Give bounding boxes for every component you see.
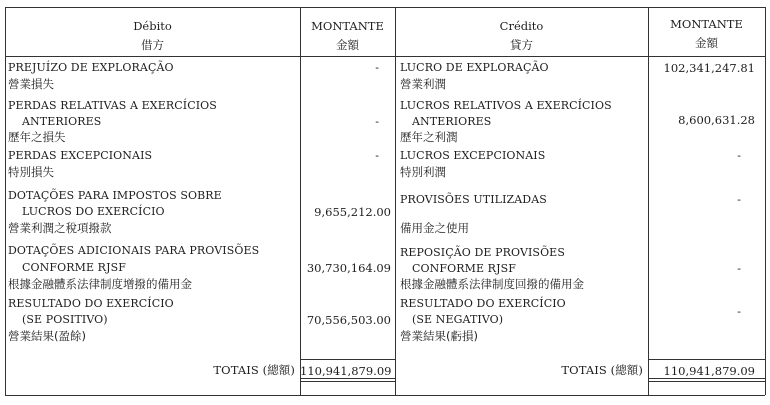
- col-border-right: [765, 7, 766, 395]
- table-top-border: [5, 7, 765, 8]
- credit-row-4-zh: 根據金融體系法律制度回撥的備用金: [400, 277, 584, 291]
- credit-row-0-zh: 營業利潤: [400, 77, 446, 91]
- debit-totals-label: TOTAIS (總額): [213, 363, 295, 377]
- col-border-left: [5, 7, 6, 395]
- table-bottom-border: [5, 395, 765, 396]
- credit-row-4-label: REPOSIÇÃO DE PROVISÕES: [400, 246, 565, 259]
- credit-row-4-label-2: CONFORME RJSF: [412, 262, 516, 275]
- credit-row-5-zh: 營業結果(虧損): [400, 329, 478, 343]
- credit-total-double-rule-2: [648, 381, 765, 382]
- debit-row-0-label: PREJUÍZO DE EXPLORAÇÃO: [8, 61, 174, 74]
- header-credit-zh: 貸方: [510, 38, 533, 52]
- debit-row-4-zh: 根據金融體系法律制度增撥的備用金: [8, 277, 192, 291]
- credit-row-2-amount: -: [737, 149, 741, 162]
- credit-row-3-zh: 備用金之使用: [400, 221, 469, 235]
- credit-row-1-zh: 歷年之利潤: [400, 130, 458, 144]
- debit-row-4-label-2: CONFORME RJSF: [22, 261, 126, 274]
- debit-row-1-label-2: ANTERIORES: [22, 115, 102, 128]
- credit-row-0-amount: 102,341,247.81: [663, 61, 755, 75]
- credit-row-2-zh: 特別利潤: [400, 165, 446, 179]
- debit-row-5-zh: 營業結果(盈餘): [8, 329, 86, 343]
- debit-row-2-zh: 特別損失: [8, 165, 54, 179]
- header-credit-amount-pt: MONTANTE: [670, 17, 743, 31]
- debit-totals-amount: 110,941,879.09: [300, 364, 392, 378]
- header-debit-zh: 借方: [141, 38, 164, 52]
- debit-row-1-zh: 歷年之損失: [8, 130, 66, 144]
- header-credit-pt: Crédito: [499, 19, 544, 33]
- debit-total-top-rule: [300, 359, 395, 360]
- debit-total-double-rule-1: [300, 378, 395, 379]
- credit-row-1-label: LUCROS RELATIVOS A EXERCÍCIOS: [400, 99, 612, 112]
- debit-row-5-label: RESULTADO DO EXERCÍCIO: [8, 297, 174, 310]
- header-debit-amount-pt: MONTANTE: [311, 19, 384, 33]
- credit-row-4-amount: -: [737, 262, 741, 275]
- debit-row-0-zh: 營業損失: [8, 77, 54, 91]
- debit-total-double-rule-2: [300, 381, 395, 382]
- credit-row-3-amount: -: [737, 193, 741, 206]
- credit-totals-amount: 110,941,879.09: [663, 364, 755, 378]
- debit-row-1-amount: -: [375, 115, 379, 128]
- credit-total-top-rule: [648, 359, 765, 360]
- credit-row-5-label-2: (SE NEGATIVO): [412, 313, 504, 326]
- credit-row-1-amount: 8,600,631.28: [678, 113, 755, 127]
- header-debit-pt: Débito: [133, 19, 172, 33]
- debit-row-2-amount: -: [375, 149, 379, 162]
- debit-row-4-amount: 30,730,164.09: [306, 261, 391, 275]
- debit-row-5-amount: 70,556,503.00: [306, 313, 391, 327]
- credit-row-0-label: LUCRO DE EXPLORAÇÃO: [400, 61, 549, 74]
- debit-row-3-amount: 9,655,212.00: [314, 205, 391, 219]
- credit-row-5-amount: -: [737, 305, 741, 318]
- debit-row-3-zh: 營業利潤之稅項撥款: [8, 221, 112, 235]
- debit-row-5-label-2: (SE POSITIVO): [22, 313, 108, 326]
- debit-row-2-label: PERDAS EXCEPCIONAIS: [8, 149, 153, 162]
- credit-totals-label: TOTAIS (總額): [561, 363, 643, 377]
- debit-row-3-label-2: LUCROS DO EXERCÍCIO: [22, 205, 165, 218]
- debit-row-1-label: PERDAS RELATIVAS A EXERCÍCIOS: [8, 99, 217, 112]
- header-credit-amount-zh: 金額: [695, 36, 718, 50]
- header-bottom-border: [5, 56, 765, 57]
- credit-total-double-rule-1: [648, 378, 765, 379]
- credit-row-5-label: RESULTADO DO EXERCÍCIO: [400, 297, 566, 310]
- credit-row-3-label: PROVISÕES UTILIZADAS: [400, 193, 547, 206]
- debit-row-3-label: DOTAÇÕES PARA IMPOSTOS SOBRE: [8, 189, 222, 202]
- debit-row-4-label: DOTAÇÕES ADICIONAIS PARA PROVISÕES: [8, 244, 260, 257]
- header-debit-amount-zh: 金額: [336, 38, 359, 52]
- debit-row-0-amount: -: [375, 61, 379, 74]
- credit-row-1-label-2: ANTERIORES: [412, 115, 492, 128]
- col-border-center: [395, 7, 396, 395]
- credit-row-2-label: LUCROS EXCEPCIONAIS: [400, 149, 546, 162]
